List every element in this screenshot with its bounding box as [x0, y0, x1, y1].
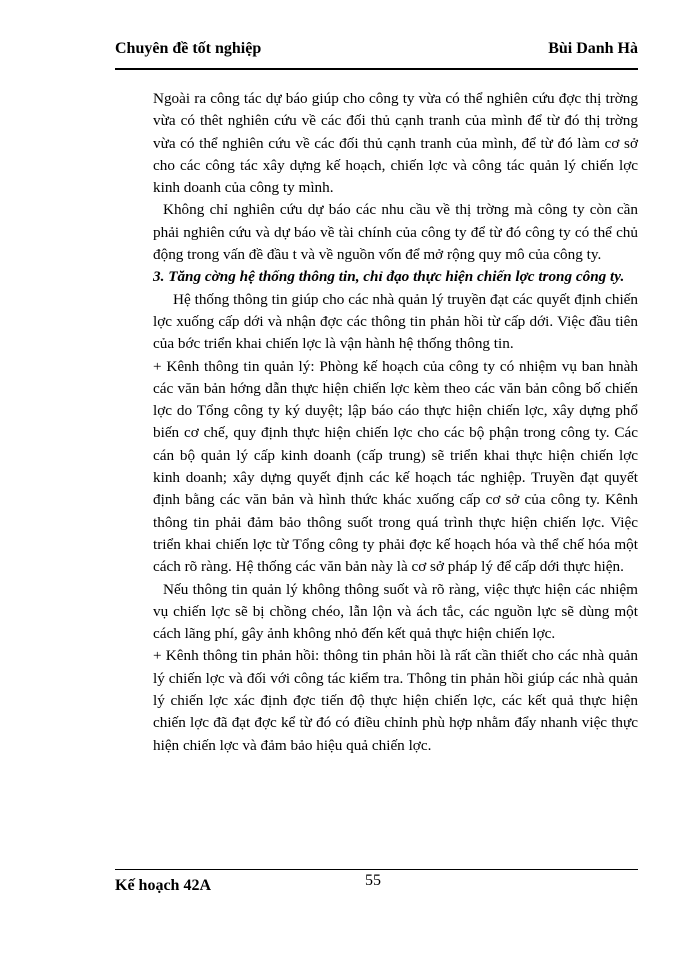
footer-class-name: Kế hoạch 42A: [115, 877, 211, 894]
paragraph-feedback-channel: + Kênh thông tin phản hồi: thông tin phản hồi là rất cần thiết cho các nhà quản lý chiến lợc và đối với công tác kiểm tra. Thông tin phản hồi giúp các nhà quản lý chiến lợc xác định đợc tiến độ thực hiện chiến lợc, các kết quả thực hiện chiến lợc đã đạt đợc kể từ đó có điều chỉnh phù hợp nhằm đẩy nhanh việc thực hiện chiến lợc và đảm bảo hiệu quả chiến lợc.: [153, 647, 638, 754]
paragraph-management-channel: + Kênh thông tin quản lý: Phòng kế hoạch của công ty có nhiệm vụ ban hnàh các văn bản hớng dẫn thực hiện chiến lợc kèm theo các văn bản công bố chiến lợc do Tổng công ty ký duyệt; lập báo cáo thực hiện chiến lợc, xây dựng phổ biến cơ chế, quy định thực hiện chiến lợc cho các bộ phận trong công ty. Các cán bộ quản lý cấp kinh doanh (cấp trung) sẽ triển khai thực hiện chiến lợc kinh doanh; xây dựng quyết định các kế hoạch tác nghiệp. Truyền đạt quyết định bằng các văn bản và hình thức khác xuống cấp cơ sở của công ty. Kênh thông tin phải đảm bảo thông suốt trong quá trình thực hiện chiến lợc. Việc triển khai chiến lợc từ Tổng công ty phải đợc kế hoạch hóa và thể chế hóa một cách rõ ràng. Hệ thống các văn bản này là cơ sở pháp lý để cấp dới thực hiện.: [153, 357, 638, 576]
header-rule: [115, 68, 638, 70]
paragraph-information-system: Hệ thống thông tin giúp cho các nhà quản lý truyền đạt các quyết định chiến lợc xuống cấp dới và nhận đợc các thông tin phản hồi từ cấp dới. Việc đầu tiên của bớc triển khai chiến lợc là vận hành hệ thống thông tin.: [153, 290, 638, 353]
header-document-type: Chuyên đề tốt nghiệp: [115, 40, 262, 57]
section-heading-3: 3. Tăng cờng hệ thống thông tin, chỉ đạo thực hiện chiến lợc trong công ty.: [153, 268, 625, 286]
header-author: Bùi Danh Hà: [548, 40, 638, 57]
paragraph-forecast-benefits: Ngoài ra công tác dự báo giúp cho công ty vừa có thể nghiên cứu đợc thị trờng vừa có thêt nghiên cứu về các đối thủ cạnh tranh của mình để từ đó thị trờng vừa có thể nghiên cứu về các đối thủ cạnh tranh của mình, để từ đó làm cơ sở cho các công tác xây dựng kế hoạch, chiến lợc và công tác quản lý chiến lợc kinh doanh của công ty mình.: [153, 90, 638, 197]
footer-rule: [115, 869, 638, 870]
paragraph-information-flow: Nếu thông tin quản lý không thông suốt và rõ ràng, việc thực hiện các nhiệm vụ chiến lợc sẽ bị chồng chéo, lẫn lộn và ách tắc, các nguồn lực sẽ dùng một cách lãng phí, gây ảnh không nhỏ đến kết quả thực hiện chiến lợc.: [153, 580, 638, 643]
page-number: 55: [365, 872, 381, 889]
page-header: [115, 36, 638, 66]
page-footer: [115, 872, 638, 898]
page-body: [153, 88, 638, 757]
paragraph-financial-forecast: Không chỉ nghiên cứu dự báo các nhu cầu về thị trờng mà công ty còn cần phải nghiên cứu và dự báo về tài chính của công ty để từ đó công ty có thể chủ động trong vấn đề đầu t và về nguồn vốn để mở rộng quy mô của công ty.: [153, 201, 638, 264]
